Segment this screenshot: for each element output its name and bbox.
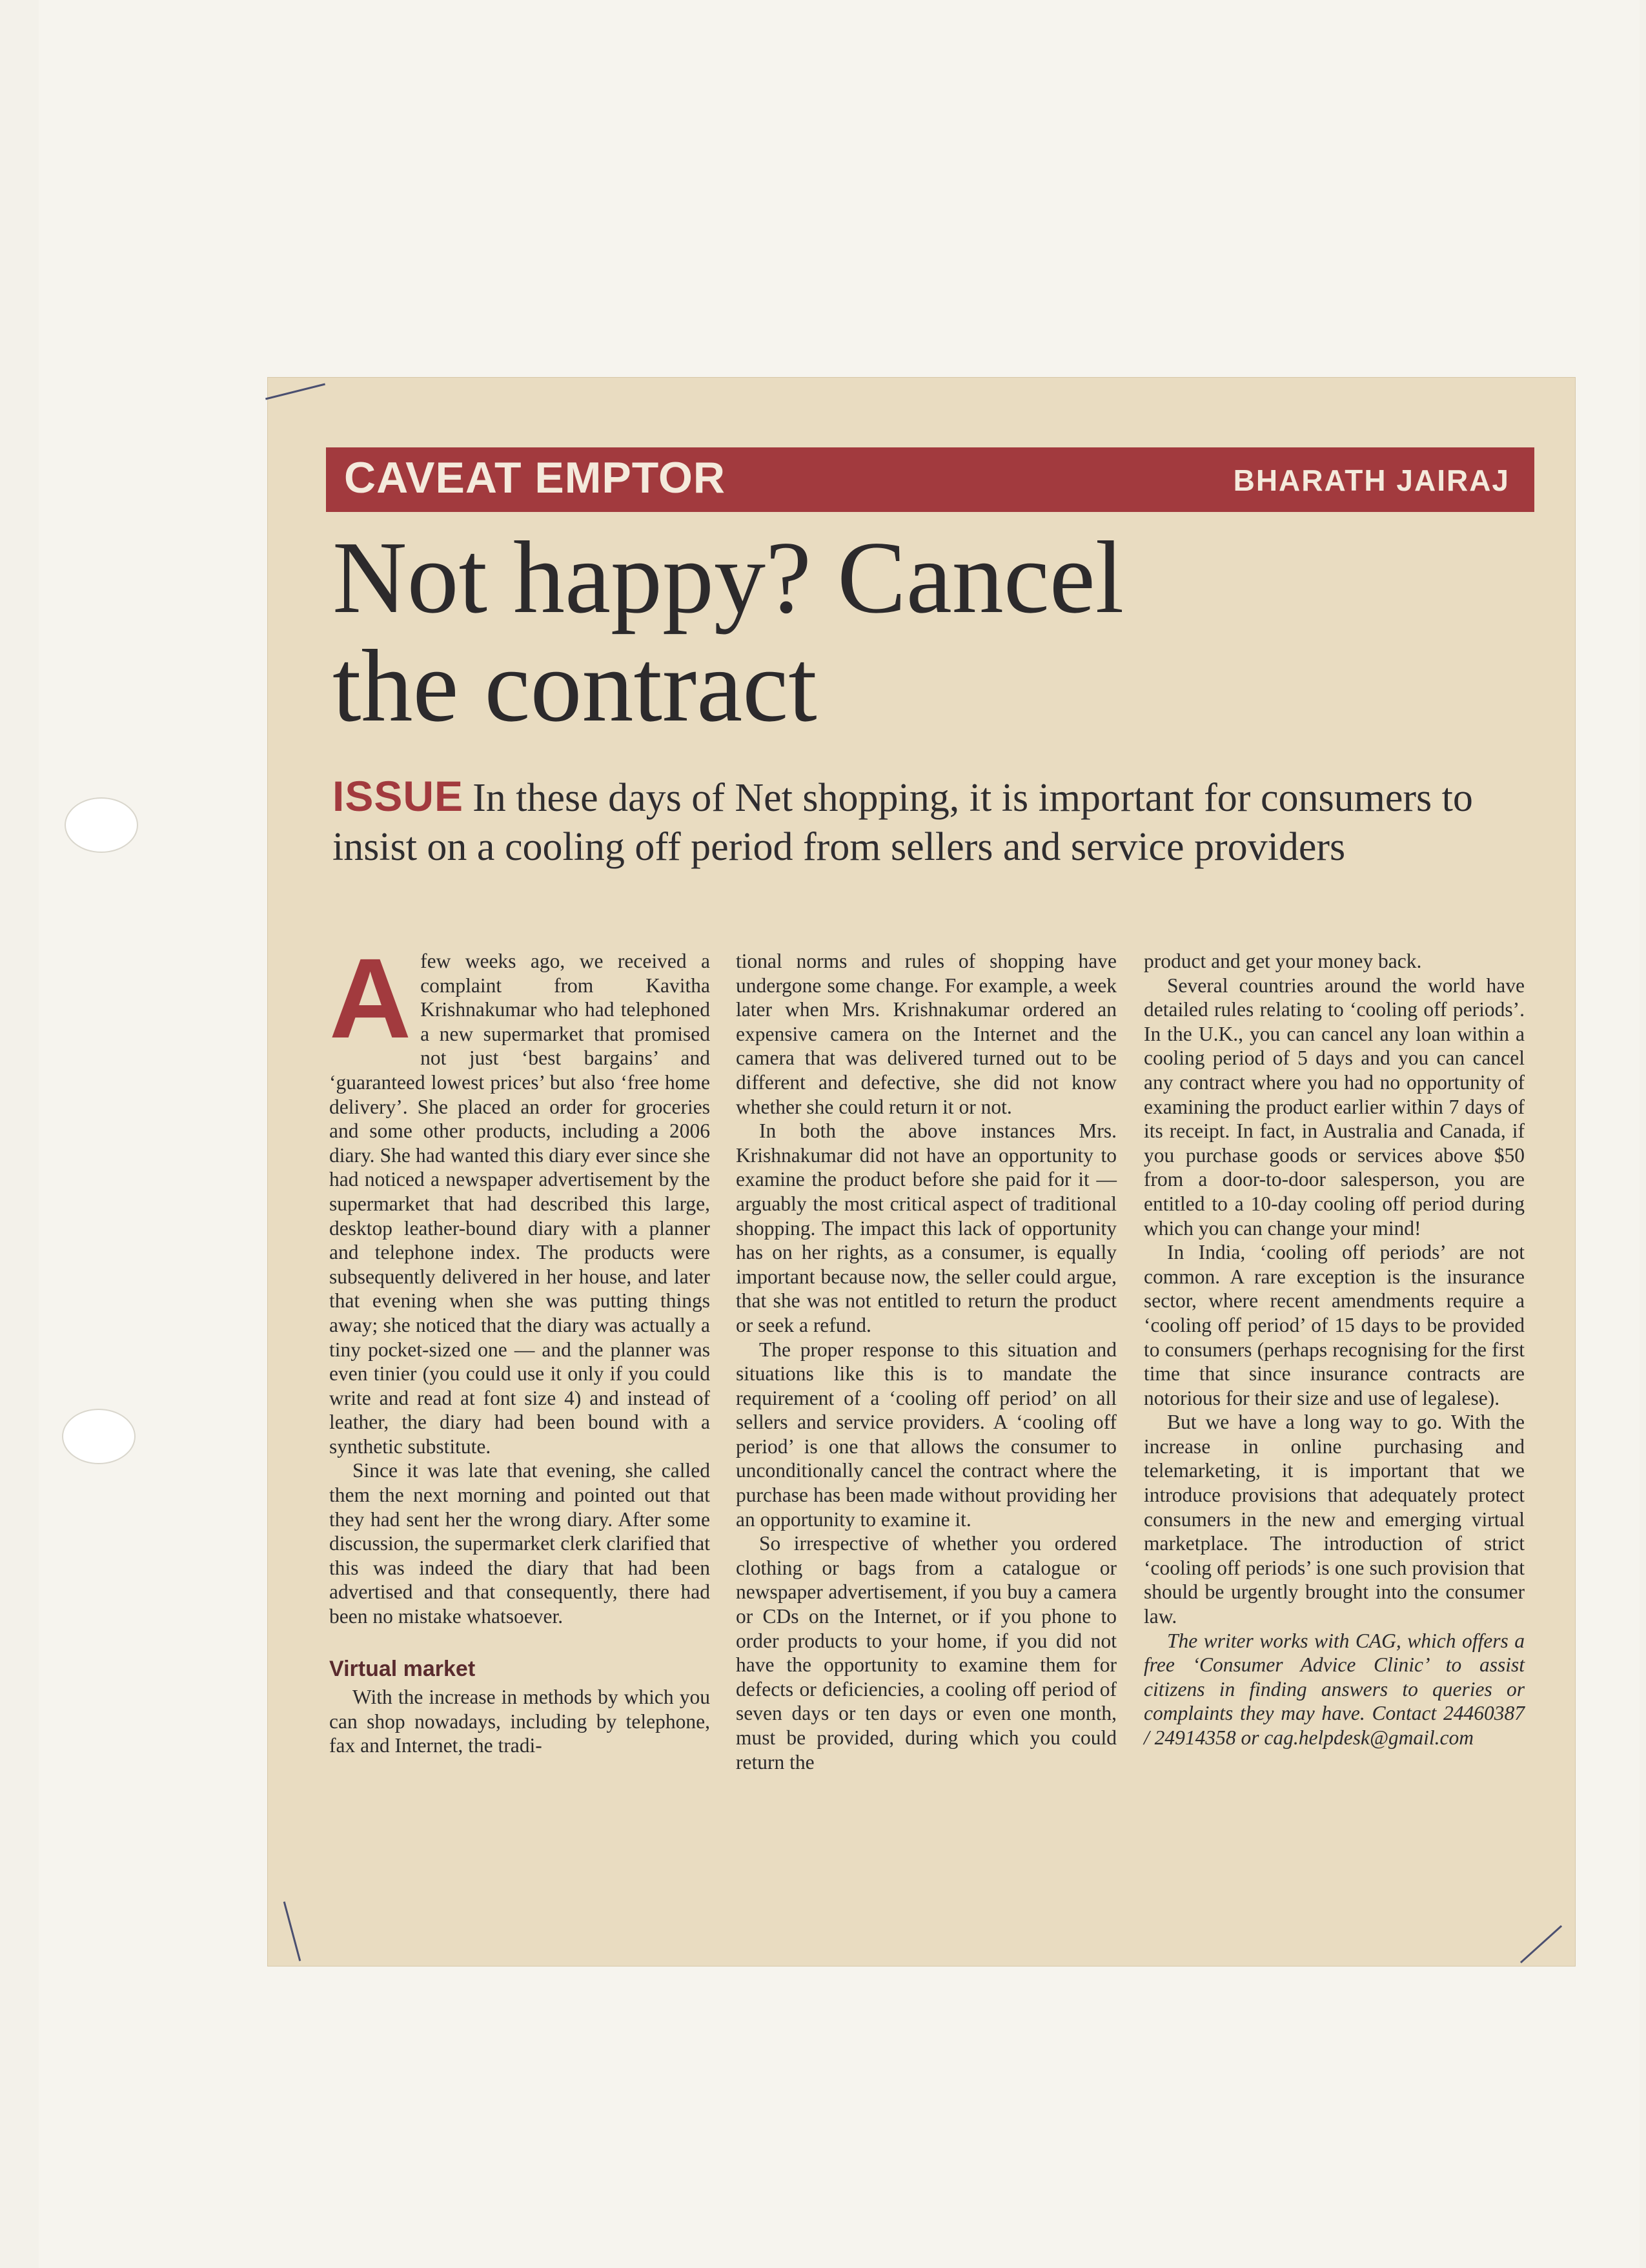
headline-line-2: the contract	[332, 628, 817, 743]
paragraph: But we have a long way to go. With the increase in online purchasing and telemarketing, it is important that we introduce provisions that adequately protect consumers in the new and emerging virtual marketplace. The introduction of strict ‘cooling off periods’ is one such provision that should be urgently brought into the consumer law.	[1144, 1411, 1525, 1628]
column-banner	[326, 447, 1534, 512]
paragraph: product and get your money back.	[1144, 950, 1422, 972]
paragraph: The proper response to this situation and situations like this is to mandate the requirement of a ‘cooling off period’ on all sellers and service providers. A ‘cooling off period’ is one that allows the consumer to unconditionally cancel the contract where the purchase has been made without providing her an opportunity to examine it.	[736, 1338, 1117, 1531]
paragraph: So irrespective of whether you ordered clothing or bags from a catalogue or newspaper advertisement, if you buy a camera or CDs on the Internet, or if you phone to order products to your home, if you did not have the opportunity to examine them for defects or deficiencies, a cooling off period of seven days or ten days or even one month, must be provided, during which you could return the	[736, 1532, 1117, 1773]
pen-mark-top-left	[265, 383, 325, 400]
paragraph: few weeks ago, we received a complaint from Kavitha Krishnakumar who had telephoned a new supermarket that promised not just ‘best bargains’ and ‘guaranteed lowest prices’ but also ‘free home delivery’. She placed an order for groceries and some other products, including a 2006 diary. She had wanted this diary ever since she had noticed a newspaper advertisement by the supermarket that had described this large, desktop leather-bound diary with a planner and telephone index. The products were subsequently delivered in her house, and later that evening when she was putting things away; she noticed that the diary was actually a tiny pocket-sized one — and the planner was even tinier (you could use it only if you could write and read at font size 4) and instead of leather, the diary had been bound with a synthetic substitute.	[329, 950, 710, 1458]
pen-mark-bottom-right	[1520, 1925, 1562, 1963]
paragraph: In both the above instances Mrs. Krishnakumar did not have an opportunity to examine the product before she paid for it — arguably the most critical aspect of traditional shopping. The impact this lack of opportunity has on her rights, as a consumer, is equally important because now, the seller could argue, that she was not entitled to return the product or seek a refund.	[736, 1119, 1117, 1336]
issue-text: In these days of Net shopping, it is important for consumers to insist on a cooling off period from sellers and service providers	[332, 776, 1473, 869]
author-credit: The writer works with CAG, which offers a free ‘Consumer Advice Clinic’ to assist citizens in finding answers to queries or complaints they may have. Contact 24460387 / 24914358 or cag.helpdesk@gmail.com	[1144, 1629, 1525, 1749]
article-column-3	[1144, 949, 1525, 1750]
article-column-1	[329, 935, 710, 1758]
subhead: Virtual market	[329, 1656, 476, 1681]
headline	[332, 520, 1430, 743]
paragraph: Several countries around the world have detailed rules relating to ‘cooling off periods’. In the U.K., you can cancel any loan within a cooling period of 5 days and you can cancel any contract where you had no opportunity of examining the product earlier within 7 days of its receipt. In fact, in Australia and Canada, if you purchase goods or services above $50 from a door-to-door salesperson, you are entitled to a 10-day cooling off period during which you can change your mind!	[1144, 974, 1525, 1240]
drop-cap: A	[329, 935, 412, 1062]
issue-label: ISSUE	[332, 772, 464, 820]
headline-line-1: Not happy? Cancel	[332, 520, 1124, 635]
column-kicker: CAVEAT EMPTOR	[344, 453, 726, 502]
paragraph: In India, ‘cooling off periods’ are not common. A rare exception is the insurance sector, where recent amendments require a ‘cooling off period’ of 15 days to be provided to consumers (perhaps recognising for the first time that since insurance contracts are notorious for their size and use of legalese).	[1144, 1241, 1525, 1409]
paragraph: tional norms and rules of shopping have undergone some change. For example, a week later when Mrs. Krishnakumar ordered an expensive camera on the Internet and the camera that was delivered turned out to be different and defective, she did not know whether she could return it or not.	[736, 950, 1117, 1118]
punch-hole-bottom	[62, 1409, 136, 1464]
paragraph: With the increase in methods by which you can shop nowadays, including by telephone, fax and Internet, the tradi-	[329, 1686, 710, 1757]
byline: BHARATH JAIRAJ	[1233, 464, 1510, 497]
punch-hole-top	[65, 797, 138, 853]
paper-sheet	[39, 0, 1640, 2268]
paragraph: Since it was late that evening, she called them the next morning and pointed out that they had sent her the wrong diary. After some discussion, the supermarket clerk clarified that this was indeed the diary that had been advertised and that consequently, there had been no mistake whatsoever.	[329, 1459, 710, 1628]
article-column-2	[736, 949, 1117, 1774]
newspaper-clipping	[268, 378, 1575, 1966]
issue-deck	[332, 771, 1527, 872]
pen-mark-bottom-left	[283, 1901, 301, 1961]
